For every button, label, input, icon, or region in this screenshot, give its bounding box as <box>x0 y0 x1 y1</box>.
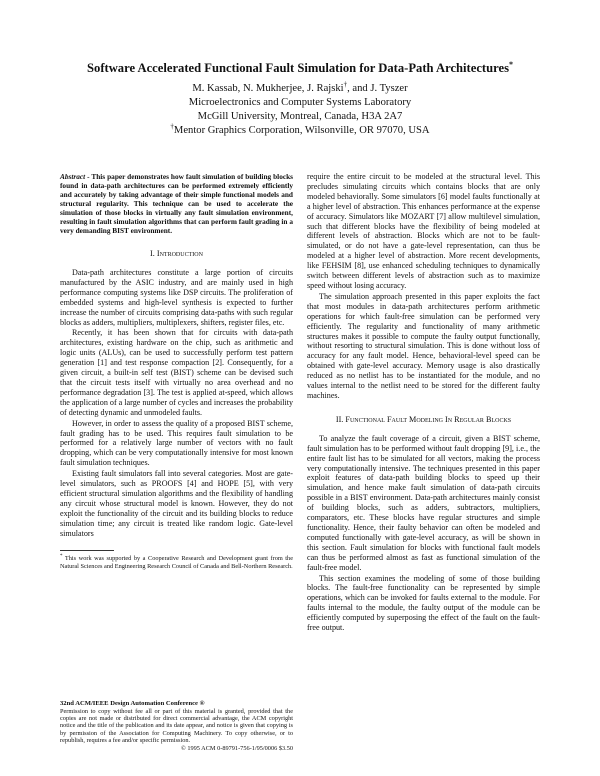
copyright-text <box>60 707 293 752</box>
footnote-text: This work was supported by a Cooperative Research and Development grant from the Natural Sciences and Engineering Research Council of Canada and Bell-Northern Research. <box>60 555 293 571</box>
copyright-notice <box>60 700 293 752</box>
title-footnote-mark: * <box>508 59 513 69</box>
affiliation-company-text: Mentor Graphics Corporation, Wilsonville, OR 97070, USA <box>173 125 430 136</box>
right-column <box>307 172 540 752</box>
section-number: I. <box>150 249 157 258</box>
intro-paragraph: However, in order to assess the quality of a proposed BIST scheme, fault grading has to be used. This requires fault simulation to be performed for a relatively large number of vectors with no fault dropping, which can be very computationally intensive for most known fault simulation techniques. <box>60 418 293 468</box>
permission-text: Permission to copy without fee all or part of this material is granted, provided that the copies are not made or distributed for direct commercial advantage, the ACM copyright notice and the title of the publication and its date appear, and notice is given that copying is by permission of the Association for Computing Machinery. To copy otherwise, or to republish, requires a fee and/or specific permission. <box>60 707 293 745</box>
body-paragraph: This section examines the modeling of some of those building blocks. The fault-free functionality can be represented by simple operations, which can be invoked for faults external to the module. For faults internal to the module, the faulty output of the module can be efficiently computed by superposing the effect of the fault on the fault-free output. <box>307 573 540 633</box>
copyright-imprint: © 1995 ACM 0-89791-756-1/95/0006 $3.50 <box>180 744 293 752</box>
abstract-text: - This paper demonstrates how fault simulation of building blocks found in data-path architectures can be performed extremely efficiently and accurately by taking advantage of their simple functional models and structural regularity. This technique can be used to accelerate the simulation of those blocks in virtually any fault simulation environment, resulting in fault simulation algorithms that can perform fault grading in a very demanding BIST environment. <box>60 172 293 235</box>
body-paragraph: require the entire circuit to be modeled at the structural level. This precludes simulating circuits which contains blocks that are only modeled behaviorally. Some simulators [6] model faults functionally at a higher level of abstraction. This enhances performance at the expense of accuracy. Simulators like MOZART [7] allow multilevel simulation, such that different blocks have the flexibility of being modeled at different levels of abstraction. Blocks which are not to be fault-simulated, or do not have a gate-level representation, can thus be modeled at a higher level of abstraction. More recent developments, like FEHSIM [8], use enhanced scheduling techniques to dynamically switch between different levels of abstraction such as to maximize speed without losing accuracy. <box>307 172 540 290</box>
abstract-lead: Abstract <box>60 172 86 181</box>
author-list <box>60 82 540 96</box>
affiliation-lab: Microelectronics and Computer Systems Laboratory <box>188 97 412 108</box>
section-heading-introduction <box>60 249 293 259</box>
authors-main: M. Kassab, N. Mukherjee, J. Rajski <box>192 83 344 94</box>
intro-paragraph: Data-path architectures constitute a large portion of circuits manufactured by the ASIC industry, and are mainly used in high performance computing systems like DSP circuits. The proliferation of embedded systems and high-level synthesis is expected to further increase the number of circuits comprising data-paths with such regular blocks as adders, multipliers, multiplexers, shifters, register files, etc. <box>60 268 293 327</box>
section-title: Functional Fault Modeling In Regular Blocks <box>345 414 512 424</box>
author-dagger-mark: † <box>343 80 348 89</box>
affiliation-university: McGill University, Montreal, Canada, H3A 2A7 <box>197 111 403 122</box>
left-column <box>60 172 293 752</box>
paper-title-text: Software Accelerated Functional Fault Simulation for Data-Path Architectures <box>87 61 509 75</box>
two-column-body <box>60 172 540 752</box>
intro-paragraph: Recently, it has been shown that for circuits with data-path architectures, existing hardware on the chip, such as arithmetic and logic units (ALUs), can be used to successfully perform test pattern generation [1] and test response compaction [2]. Consequently, for a given circuit, a built-in self test (BIST) scheme can be devised such that the circuit tests itself with virtually no area overhead and no performance degradation [3]. The test is applied at-speed, which allows the application of a large number of cycles and increases the probability of detecting dynamic and unmodeled faults. <box>60 328 293 417</box>
paper-title <box>60 60 540 76</box>
affiliation-company <box>60 124 540 138</box>
section-heading-functional-fault-modeling <box>307 415 540 425</box>
footnote-mark: * <box>60 554 63 560</box>
footnote-divider <box>60 550 114 551</box>
affiliation-dagger-mark: † <box>170 122 174 131</box>
section-number: II. <box>335 414 346 424</box>
abstract <box>60 172 293 235</box>
intro-paragraph: Existing fault simulators fall into several categories. Most are gate-level simulators, such as PROOFS [4] and HOPE [5], with very efficient structural simulation algorithms and the flexibility of handling any circuit whose structural model is known. However, they do not exploit the functionality of the circuit and its building blocks to reduce simulation time; any circuit is treated like random logic. Gate-level simulators <box>60 469 293 538</box>
section-title: Introduction <box>156 249 203 258</box>
conference-name: 32nd ACM/IEEE Design Automation Conference ® <box>60 699 205 707</box>
authors-tail: , and J. Tyszer <box>347 83 408 94</box>
body-paragraph: To analyze the fault coverage of a circuit, given a BIST scheme, fault simulation has to be performed without fault dropping [9], i.e., the entire fault list has to be simulated for all vectors, making the process very computationally intensive. The techniques presented in this paper exploit features of data-path building blocks to speed up their simulation, and hence make fault simulation of data-path circuits possible in a BIST environment. Data-path architectures mainly consist of building blocks, such as adders, subtractors, multipliers, comparators, etc. These blocks have regular structures and simple functionality. Hence, their faulty behavior can often be modeled and computed functionally with gate-level accuracy, as will be shown in this section. Fault simulation for blocks with functional fault models can thus be performed almost as fast as functional simulation of the fault-free model. <box>307 433 540 572</box>
body-paragraph: The simulation approach presented in this paper exploits the fact that most modules in data-path architectures perform arithmetic operations for which fault-free simulation can be performed very efficiently. The regularity and functionality of many arithmetic structures makes it possible to compute the faulty output functionally, without resorting to structural simulation. This is done without loss of accuracy for any fault model. Hence, behavioral-level speed can be obtained with gate-level accuracy. Memory usage is also drastically reduced as no netlist has to be instantiated for the module, and no values internal to the netlist need to be stored for the different faulty machines. <box>307 291 540 400</box>
funding-footnote <box>60 555 293 570</box>
